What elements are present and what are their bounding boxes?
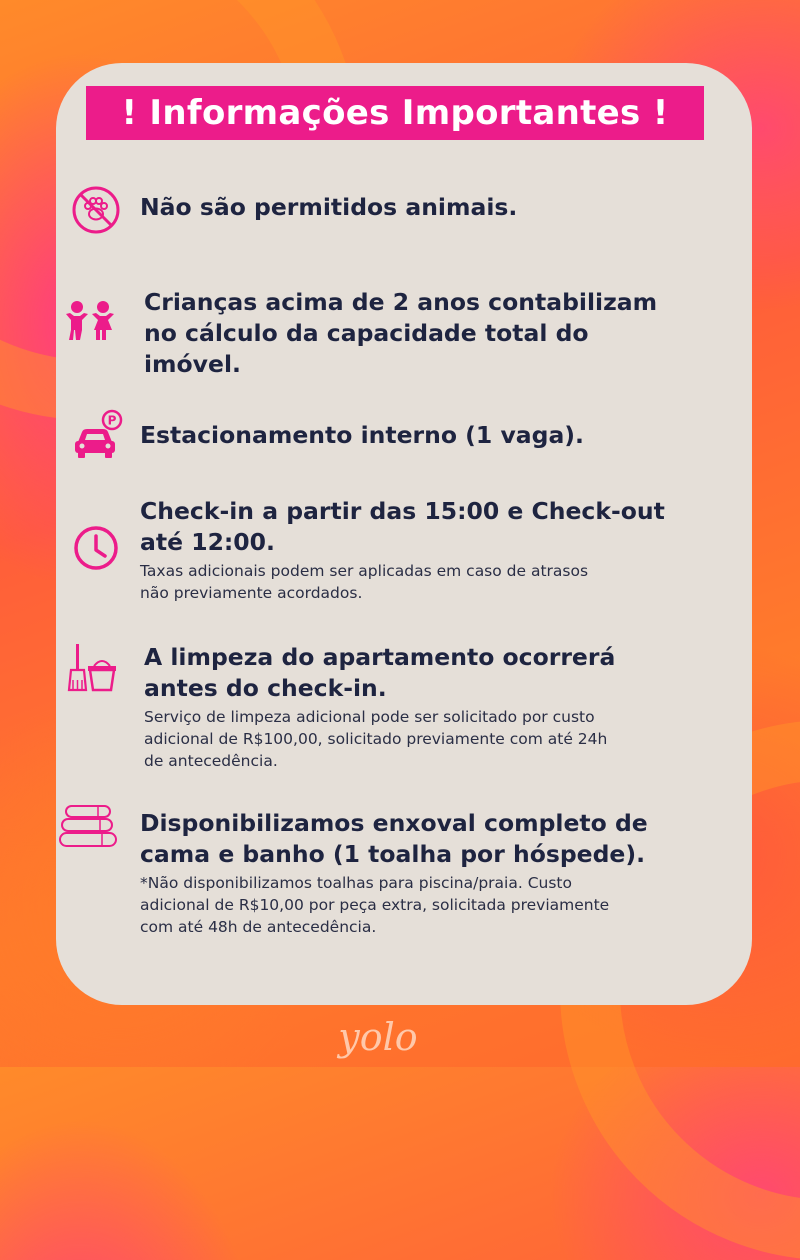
towels-icon	[58, 800, 120, 856]
no-pets-icon	[68, 182, 124, 238]
info-item-cleaning	[144, 642, 744, 772]
info-item-checkin	[140, 496, 740, 604]
item-heading: Disponibilizamos enxoval completo de cama e banho (1 toalha por hóspede).	[140, 809, 648, 868]
item-heading: Check-in a partir das 15:00 e Check-out até 12:00.	[140, 497, 665, 556]
info-item-pets	[140, 192, 740, 223]
brand-logo: yolo	[338, 1015, 418, 1059]
svg-text:P: P	[107, 413, 117, 428]
item-note: Serviço de limpeza adicional pode ser solicitado por custo adicional de R$100,00, solicitado previamente com até 24h de antecedência.	[144, 708, 608, 770]
item-heading: A limpeza do apartamento ocorrerá antes do check-in.	[144, 643, 616, 702]
item-heading: Estacionamento interno (1 vaga).	[140, 421, 584, 449]
cleaning-bucket-icon	[66, 640, 122, 696]
info-item-linens	[140, 808, 740, 938]
item-note: Taxas adicionais podem ser aplicadas em caso de atrasos não previamente acordados.	[140, 562, 589, 602]
item-note: *Não disponibilizamos toalhas para piscina/praia. Custo adicional de R$10,00 por peça extra, solicitada previamente com até 48h de antecedência.	[140, 874, 610, 936]
page-title: ! Informações Importantes !	[86, 86, 704, 140]
children-icon	[62, 296, 118, 352]
item-heading: Crianças acima de 2 anos contabilizam no cálculo da capacidade total do imóvel.	[144, 288, 658, 378]
info-item-parking	[140, 420, 740, 451]
info-item-children	[144, 287, 744, 380]
item-heading: Não são permitidos animais.	[140, 193, 518, 221]
parking-car-icon	[70, 408, 126, 464]
clock-icon	[68, 520, 124, 576]
